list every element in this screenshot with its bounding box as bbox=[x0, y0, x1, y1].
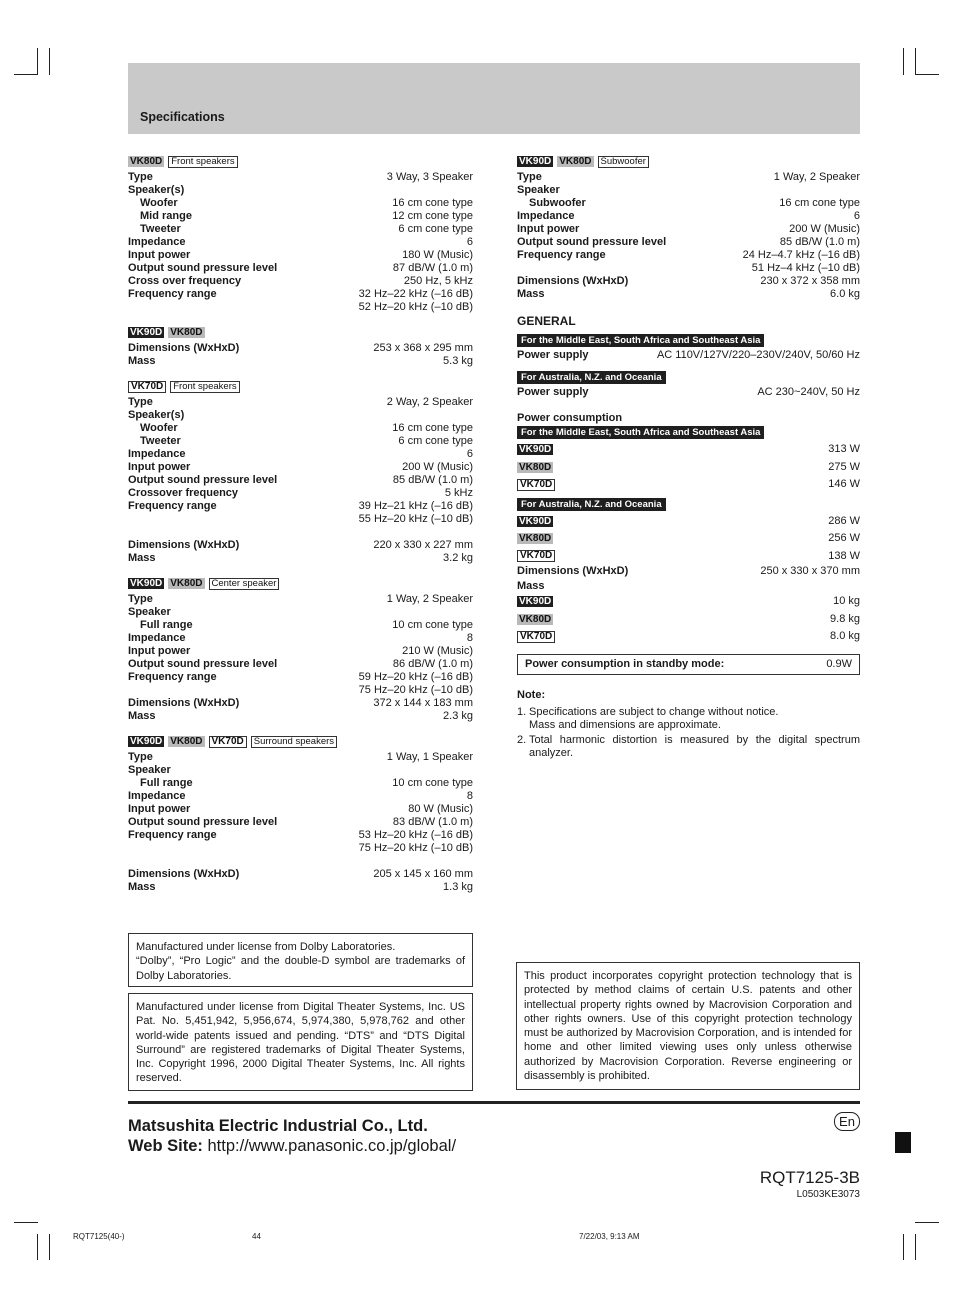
model-value-row bbox=[517, 628, 860, 646]
spec-value: 16 cm cone type bbox=[779, 197, 860, 209]
spec-row bbox=[128, 422, 473, 435]
spec-label: Type bbox=[128, 593, 153, 605]
standby-power-box bbox=[517, 654, 860, 675]
spec-row bbox=[128, 539, 473, 552]
spec-label: Tweeter bbox=[140, 435, 181, 447]
spec-label: Type bbox=[128, 171, 153, 183]
spec-value: 39 Hz–21 kHz (–16 dB) bbox=[358, 500, 473, 512]
mass-list bbox=[517, 593, 860, 646]
speaker-type-label: Center speaker bbox=[209, 578, 280, 590]
spec-section bbox=[128, 327, 473, 368]
model-value-row bbox=[517, 530, 860, 548]
crop-mark bbox=[915, 1222, 939, 1223]
spec-row bbox=[128, 632, 473, 645]
spec-row bbox=[128, 764, 473, 777]
divider bbox=[128, 1101, 860, 1104]
spec-row bbox=[517, 197, 860, 210]
spec-row bbox=[517, 171, 860, 184]
spec-row bbox=[517, 236, 860, 249]
spec-value: 230 x 372 x 358 mm bbox=[760, 275, 860, 287]
crop-mark bbox=[915, 48, 916, 75]
spec-value: 250 x 330 x 370 mm bbox=[760, 565, 860, 577]
row-spacer bbox=[128, 526, 473, 539]
spec-value: 200 W (Music) bbox=[789, 223, 860, 235]
spec-label: Speaker bbox=[517, 184, 560, 196]
region-label: For the Middle East, South Africa and Southeast Asia bbox=[517, 426, 764, 439]
spec-value: 6 bbox=[466, 448, 473, 460]
header-band bbox=[128, 63, 860, 134]
spec-label: Impedance bbox=[517, 210, 575, 222]
spec-value: 52 Hz–20 kHz (–10 dB) bbox=[358, 301, 473, 313]
spec-label: Power supply bbox=[517, 386, 589, 398]
model-value: 10 kg bbox=[833, 595, 860, 608]
spec-label: Mass bbox=[128, 552, 156, 564]
spec-value: 24 Hz–4.7 kHz (–16 dB) bbox=[742, 249, 860, 261]
website-label: Web Site: bbox=[128, 1137, 203, 1155]
crop-mark bbox=[49, 1234, 50, 1260]
company-name: Matsushita Electric Industrial Co., Ltd. bbox=[128, 1117, 428, 1135]
spec-row bbox=[517, 223, 860, 236]
note-item bbox=[517, 734, 860, 760]
spec-row bbox=[517, 288, 860, 301]
model-badge: VK80D bbox=[519, 533, 552, 545]
spec-label: Type bbox=[517, 171, 542, 183]
model-value: 138 W bbox=[828, 549, 860, 562]
spec-row bbox=[128, 223, 473, 236]
dolby-license-line: “Dolby”, “Pro Logic” and the double-D symbol are trademarks of Dolby Laboratories. bbox=[136, 955, 465, 982]
note-text: Specifications are subject to change without notice. Mass and dimensions are approximate. bbox=[529, 705, 779, 731]
spec-value: AC 230~240V, 50 Hz bbox=[757, 386, 860, 398]
note-text: Total harmonic distortion is measured by the digital spectrum analyzer. bbox=[529, 733, 860, 759]
spec-row bbox=[517, 184, 860, 197]
speaker-type-label: Front speakers bbox=[168, 156, 237, 168]
right-spec-column bbox=[517, 156, 860, 760]
spec-row bbox=[517, 249, 860, 262]
spec-label: Type bbox=[128, 396, 153, 408]
model-value: 8.0 kg bbox=[830, 630, 860, 643]
spec-row bbox=[128, 474, 473, 487]
crop-mark bbox=[14, 1222, 38, 1223]
spec-value: 16 cm cone type bbox=[392, 197, 473, 209]
spec-row bbox=[128, 671, 473, 684]
subwoofer-spec-section bbox=[517, 156, 860, 301]
dts-license-box bbox=[128, 993, 473, 1091]
spec-row bbox=[128, 513, 473, 526]
spec-label: Dimensions (WxHxD) bbox=[128, 868, 240, 880]
spec-value: 10 cm cone type bbox=[392, 619, 473, 631]
model-value-row bbox=[517, 593, 860, 611]
spec-row bbox=[128, 301, 473, 314]
model-value: 256 W bbox=[828, 532, 860, 545]
spec-row bbox=[128, 275, 473, 288]
spec-row bbox=[128, 881, 473, 894]
spec-value: 10 cm cone type bbox=[392, 777, 473, 789]
standby-value: 0.9W bbox=[826, 657, 852, 670]
spec-value: 16 cm cone type bbox=[392, 422, 473, 434]
spec-value: 220 x 330 x 227 mm bbox=[373, 539, 473, 551]
dts-license-text: Manufactured under license from Digital Theater Systems, Inc. US Pat. No. 5,451,942, 5,956,674, 5,974,380, 5,978,762 and other world-wide patents issued and pending. “DTS” and “DTS Digital Surround” are registered trademarks of Digital Theater Systems, Inc. Copyright 1996, 2000 Digital Theater Systems, Inc. All rights reserved. bbox=[136, 1001, 465, 1085]
spec-label: Full range bbox=[140, 619, 193, 631]
crop-mark bbox=[903, 1234, 904, 1260]
crop-mark bbox=[915, 1234, 916, 1260]
spec-row bbox=[128, 552, 473, 565]
model-tags bbox=[128, 327, 473, 341]
standby-label: Power consumption in standby mode: bbox=[525, 657, 725, 670]
spec-row bbox=[128, 645, 473, 658]
model-badge: VK90D bbox=[130, 736, 163, 747]
spec-row bbox=[128, 684, 473, 697]
power-consumption-list bbox=[517, 441, 860, 494]
spec-value: 86 dB/W (1.0 m) bbox=[392, 658, 473, 670]
model-badge: VK70D bbox=[128, 381, 166, 393]
spec-row bbox=[517, 349, 860, 362]
spec-label: Input power bbox=[517, 223, 580, 235]
spec-row bbox=[128, 697, 473, 710]
model-badge: VK80D bbox=[170, 736, 203, 747]
spec-value: 372 x 144 x 183 mm bbox=[373, 697, 473, 709]
spec-label: Impedance bbox=[128, 790, 186, 802]
model-tags bbox=[128, 578, 473, 592]
model-value: 9.8 kg bbox=[830, 612, 860, 625]
spec-row bbox=[128, 868, 473, 881]
spec-row bbox=[128, 606, 473, 619]
crop-mark bbox=[14, 74, 38, 75]
spec-value: 32 Hz–22 kHz (–16 dB) bbox=[358, 288, 473, 300]
spec-row bbox=[128, 342, 473, 355]
model-tags bbox=[128, 736, 473, 750]
spec-value: 80 W (Music) bbox=[408, 803, 473, 815]
spec-value: 6 cm cone type bbox=[398, 223, 473, 235]
note-number: 1. bbox=[517, 705, 527, 718]
spec-label: Frequency range bbox=[128, 829, 217, 841]
spec-label: Frequency range bbox=[128, 671, 217, 683]
speaker-type-label: Surround speakers bbox=[251, 736, 337, 748]
model-badge: VK80D bbox=[519, 461, 552, 473]
spec-row bbox=[128, 619, 473, 632]
model-badge: VK80D bbox=[130, 156, 163, 167]
spec-value: 6 cm cone type bbox=[398, 435, 473, 447]
spec-value: 253 x 368 x 295 mm bbox=[373, 342, 473, 354]
spec-value: 87 dB/W (1.0 m) bbox=[392, 262, 473, 274]
spec-value: 2 Way, 2 Speaker bbox=[386, 396, 473, 408]
model-badge: VK70D bbox=[517, 631, 555, 643]
model-code: RQT7125-3B bbox=[759, 1168, 860, 1187]
spec-value: 53 Hz–20 kHz (–16 dB) bbox=[358, 829, 473, 841]
macrovision-notice-text: This product incorporates copyright protection technology that is protected by method claims of certain U.S. patents and other intellectual property rights owned by Macrovision Corporation and other rights owners. Use of this copyright protection technology must be authorized by Macrovision Corporation, and is intended for home and other limited viewing uses only unless otherwise authorized by Macrovision Corporation. Reverse engineering or disassembly is prohibited. bbox=[524, 970, 852, 1083]
note-item bbox=[517, 706, 860, 732]
model-tags bbox=[517, 156, 860, 170]
spec-value: 200 W (Music) bbox=[402, 461, 473, 473]
dolby-license-box bbox=[128, 933, 473, 987]
spec-value: 205 x 145 x 160 mm bbox=[373, 868, 473, 880]
macrovision-notice-box bbox=[516, 962, 860, 1090]
model-value-row bbox=[517, 441, 860, 459]
spec-row bbox=[128, 803, 473, 816]
website-url[interactable]: http://www.panasonic.co.jp/global/ bbox=[207, 1137, 457, 1155]
spec-row bbox=[128, 593, 473, 606]
spec-label: Output sound pressure level bbox=[128, 262, 278, 274]
spec-row bbox=[128, 777, 473, 790]
spec-section bbox=[128, 736, 473, 894]
spec-label: Speaker bbox=[128, 764, 171, 776]
spec-label: Woofer bbox=[140, 422, 178, 434]
dolby-license-line: Manufactured under license from Dolby Laboratories. bbox=[136, 941, 396, 953]
spec-row bbox=[128, 396, 473, 409]
spec-row bbox=[128, 710, 473, 723]
spec-label: Speaker bbox=[128, 606, 171, 618]
spec-label: Subwoofer bbox=[529, 197, 586, 209]
crop-mark bbox=[37, 1234, 38, 1260]
spec-row bbox=[517, 262, 860, 275]
model-badge: VK90D bbox=[519, 596, 552, 608]
general-heading: GENERAL bbox=[517, 314, 576, 328]
spec-row bbox=[128, 448, 473, 461]
crop-mark bbox=[915, 74, 939, 75]
spec-value: 3.2 kg bbox=[443, 552, 473, 564]
left-spec-column bbox=[128, 156, 473, 894]
spec-row bbox=[517, 580, 860, 593]
spec-label: Full range bbox=[140, 777, 193, 789]
region-label: For Australia, N.Z. and Oceania bbox=[517, 371, 666, 384]
spec-value: 85 dB/W (1.0 m) bbox=[392, 474, 473, 486]
spec-row bbox=[128, 500, 473, 513]
spec-section bbox=[128, 381, 473, 565]
spec-row bbox=[128, 355, 473, 368]
spec-value: 6 bbox=[466, 236, 473, 248]
spec-label: Input power bbox=[128, 803, 191, 815]
model-badge: VK70D bbox=[517, 479, 555, 491]
spec-row bbox=[128, 171, 473, 184]
note-number: 2. bbox=[517, 733, 527, 746]
spec-value: 59 Hz–20 kHz (–16 dB) bbox=[358, 671, 473, 683]
model-badge: VK90D bbox=[519, 444, 552, 456]
spec-label: Impedance bbox=[128, 236, 186, 248]
spec-label: Input power bbox=[128, 249, 191, 261]
spec-value: 3 Way, 3 Speaker bbox=[386, 171, 473, 183]
spec-value: 85 dB/W (1.0 m) bbox=[779, 236, 860, 248]
page-tab-marker bbox=[895, 1132, 911, 1153]
spec-label: Frequency range bbox=[128, 288, 217, 300]
spec-value: 12 cm cone type bbox=[392, 210, 473, 222]
spec-row bbox=[128, 829, 473, 842]
spec-row bbox=[128, 487, 473, 500]
spec-label: Output sound pressure level bbox=[128, 474, 278, 486]
spec-value: 2.3 kg bbox=[443, 710, 473, 722]
spec-row bbox=[128, 842, 473, 855]
row-spacer bbox=[128, 855, 473, 868]
spec-section bbox=[128, 578, 473, 723]
spec-value: 180 W (Music) bbox=[402, 249, 473, 261]
spec-row bbox=[128, 288, 473, 301]
spec-value: AC 110V/127V/220–230V/240V, 50/60 Hz bbox=[656, 349, 860, 361]
model-value-row bbox=[517, 548, 860, 566]
model-badge: VK80D bbox=[519, 613, 552, 625]
spec-value: 1.3 kg bbox=[443, 881, 473, 893]
spec-label: Dimensions (WxHxD) bbox=[128, 697, 240, 709]
spec-value: 1 Way, 2 Speaker bbox=[773, 171, 860, 183]
footer-page: 44 bbox=[252, 1232, 261, 1241]
speaker-type-label: Front speakers bbox=[170, 381, 239, 393]
spec-value: 6.0 kg bbox=[830, 288, 860, 300]
model-tags bbox=[128, 156, 473, 170]
spec-value: 5 kHz bbox=[444, 487, 473, 499]
model-value: 146 W bbox=[828, 478, 860, 491]
spec-value: 1 Way, 1 Speaker bbox=[386, 751, 473, 763]
spec-value: 51 Hz–4 kHz (–10 dB) bbox=[751, 262, 860, 274]
model-badge: VK90D bbox=[130, 327, 163, 338]
spec-row bbox=[128, 184, 473, 197]
spec-section bbox=[128, 156, 473, 314]
spec-label: Dimensions (WxHxD) bbox=[517, 275, 629, 287]
spec-label: Power supply bbox=[517, 349, 589, 361]
spec-row bbox=[128, 236, 473, 249]
spec-label: Speaker(s) bbox=[128, 409, 185, 421]
spec-row bbox=[128, 790, 473, 803]
notes-list bbox=[517, 706, 860, 760]
model-badge: VK90D bbox=[519, 156, 552, 167]
spec-row bbox=[128, 658, 473, 671]
model-badge: VK70D bbox=[517, 550, 555, 562]
model-badge: VK90D bbox=[130, 578, 163, 589]
spec-row bbox=[128, 816, 473, 829]
spec-label: Impedance bbox=[128, 632, 186, 644]
model-badge: VK80D bbox=[170, 578, 203, 589]
spec-label: Woofer bbox=[140, 197, 178, 209]
spec-row bbox=[128, 435, 473, 448]
footer-file: RQT7125(40-) bbox=[73, 1232, 125, 1241]
spec-label: Mass bbox=[128, 881, 156, 893]
spec-value: 75 Hz–20 kHz (–10 dB) bbox=[358, 684, 473, 696]
note-subtext: Mass and dimensions are approximate. bbox=[529, 718, 721, 731]
spec-value: 8 bbox=[466, 632, 473, 644]
spec-label: Frequency range bbox=[517, 249, 606, 261]
model-value: 275 W bbox=[828, 460, 860, 473]
spec-label: Cross over frequency bbox=[128, 275, 242, 287]
spec-value: 1 Way, 2 Speaker bbox=[386, 593, 473, 605]
spec-label: Mass bbox=[128, 355, 156, 367]
spec-label: Speaker(s) bbox=[128, 184, 185, 196]
spec-label: Input power bbox=[128, 645, 191, 657]
spec-label: Dimensions (WxHxD) bbox=[517, 565, 629, 577]
spec-label: Mass bbox=[517, 580, 545, 592]
model-value-row bbox=[517, 611, 860, 629]
model-badge: VK80D bbox=[170, 327, 203, 338]
spec-value: 6 bbox=[853, 210, 860, 222]
crop-mark bbox=[903, 48, 904, 75]
page-title: Specifications bbox=[140, 110, 225, 124]
spec-value: 8 bbox=[466, 790, 473, 802]
spec-label: Crossover frequency bbox=[128, 487, 239, 499]
spec-value: 5.3 kg bbox=[443, 355, 473, 367]
spec-row bbox=[128, 461, 473, 474]
spec-value: 55 Hz–20 kHz (–10 dB) bbox=[358, 513, 473, 525]
spec-label: Input power bbox=[128, 461, 191, 473]
region-label: For the Middle East, South Africa and Southeast Asia bbox=[517, 334, 764, 347]
spec-label: Mass bbox=[128, 710, 156, 722]
speaker-type-label: Subwoofer bbox=[598, 156, 649, 168]
model-value: 313 W bbox=[828, 443, 860, 456]
spec-value: 83 dB/W (1.0 m) bbox=[392, 816, 473, 828]
spec-label: Mid range bbox=[140, 210, 192, 222]
lot-code: L0503KE3073 bbox=[796, 1189, 860, 1200]
spec-value: 250 Hz, 5 kHz bbox=[403, 275, 473, 287]
spec-label: Dimensions (WxHxD) bbox=[128, 342, 240, 354]
language-badge: En bbox=[834, 1112, 860, 1131]
crop-mark bbox=[37, 48, 38, 75]
model-value-row bbox=[517, 459, 860, 477]
power-consumption-heading: Power consumption bbox=[517, 412, 623, 424]
spec-row bbox=[128, 262, 473, 275]
crop-mark bbox=[49, 48, 50, 75]
footer-date: 7/22/03, 9:13 AM bbox=[579, 1232, 640, 1241]
spec-row bbox=[517, 210, 860, 223]
note-heading: Note: bbox=[517, 688, 546, 701]
spec-label: Tweeter bbox=[140, 223, 181, 235]
spec-label: Output sound pressure level bbox=[128, 658, 278, 670]
model-value-row bbox=[517, 513, 860, 531]
spec-label: Output sound pressure level bbox=[128, 816, 278, 828]
spec-row bbox=[517, 565, 860, 578]
model-badge: VK70D bbox=[209, 736, 247, 748]
spec-label: Mass bbox=[517, 288, 545, 300]
spec-value: 210 W (Music) bbox=[402, 645, 473, 657]
spec-row bbox=[517, 275, 860, 288]
region-label: For Australia, N.Z. and Oceania bbox=[517, 498, 666, 511]
spec-value: 75 Hz–20 kHz (–10 dB) bbox=[358, 842, 473, 854]
spec-row bbox=[128, 210, 473, 223]
power-consumption-list bbox=[517, 513, 860, 566]
spec-row bbox=[128, 409, 473, 422]
spec-row bbox=[128, 249, 473, 262]
spec-label: Dimensions (WxHxD) bbox=[128, 539, 240, 551]
spec-row bbox=[128, 197, 473, 210]
model-badge: VK90D bbox=[519, 515, 552, 527]
spec-label: Impedance bbox=[128, 448, 186, 460]
spec-label: Frequency range bbox=[128, 500, 217, 512]
website-line bbox=[128, 1137, 456, 1156]
spec-row bbox=[517, 386, 860, 399]
model-value-row bbox=[517, 476, 860, 494]
model-value: 286 W bbox=[828, 514, 860, 527]
spec-row bbox=[128, 751, 473, 764]
spec-label: Output sound pressure level bbox=[517, 236, 667, 248]
spec-label: Type bbox=[128, 751, 153, 763]
model-tags bbox=[128, 381, 473, 395]
model-badge: VK80D bbox=[559, 156, 592, 167]
